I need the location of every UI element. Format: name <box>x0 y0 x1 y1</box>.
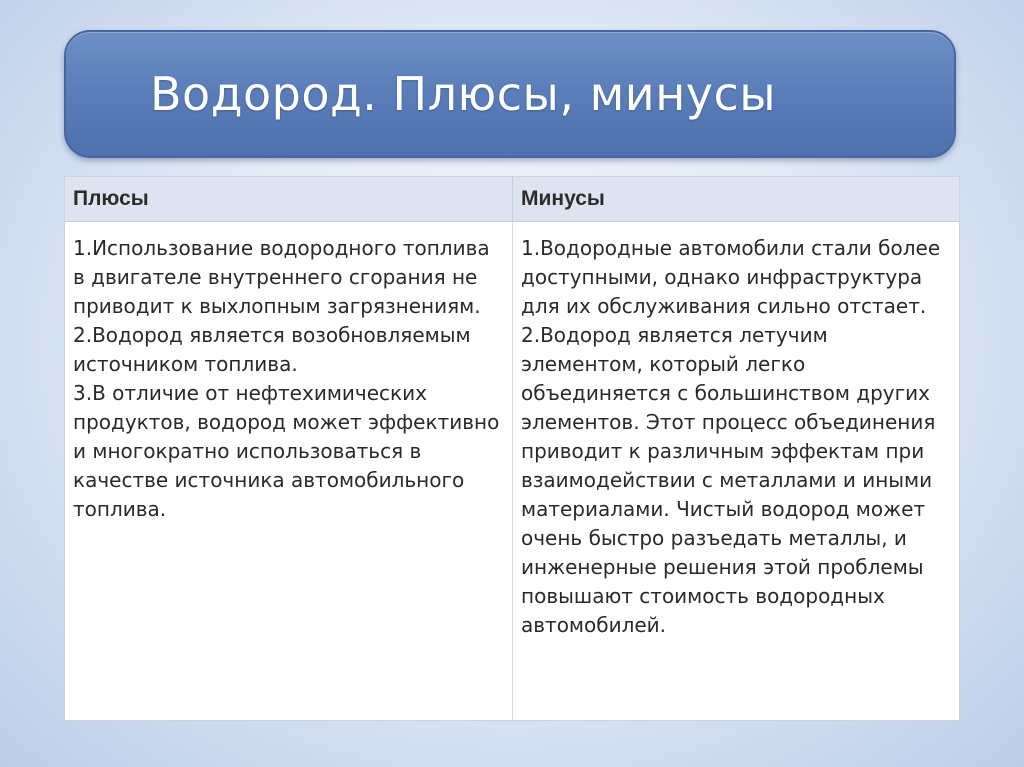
title-banner <box>64 30 956 158</box>
header-cons: Минусы <box>521 187 605 210</box>
pros-cons-table <box>64 176 960 721</box>
table-body-row <box>65 222 959 721</box>
pros-cell <box>65 222 513 721</box>
cons-item-1: 1.Водородные автомобили стали более доступными, однако инфраструктура для их обслуживания сильно отстает. <box>521 236 941 318</box>
pros-item-2: 2.Водород является возобновляемым источником топлива. <box>73 323 471 376</box>
cons-cell <box>513 222 959 721</box>
pros-item-1: 1.Использование водородного топлива в двигателе внутреннего сгорания не приводит к выхлопным загрязнениям. <box>73 236 490 318</box>
cons-item-2: 2.Водород является летучим элементом, который легко объединяется с большинством других элементов. Этот процесс объединения приводит к различным эффектам при взаимодействии с металлами и иными материалами. Чистый водород может очень быстро разъедать металлы, и инженерные решения этой проблемы повышают стоимость водородных автомобилей. <box>521 323 936 637</box>
slide-title: Водород. Плюсы, минусы <box>150 67 777 121</box>
header-pros: Плюсы <box>65 177 513 221</box>
pros-item-3: 3.В отличие от нефтехимических продуктов, водород может эффективно и многократно использоваться в качестве источника автомобильного топлива. <box>73 381 500 521</box>
table-header-row <box>65 177 959 222</box>
